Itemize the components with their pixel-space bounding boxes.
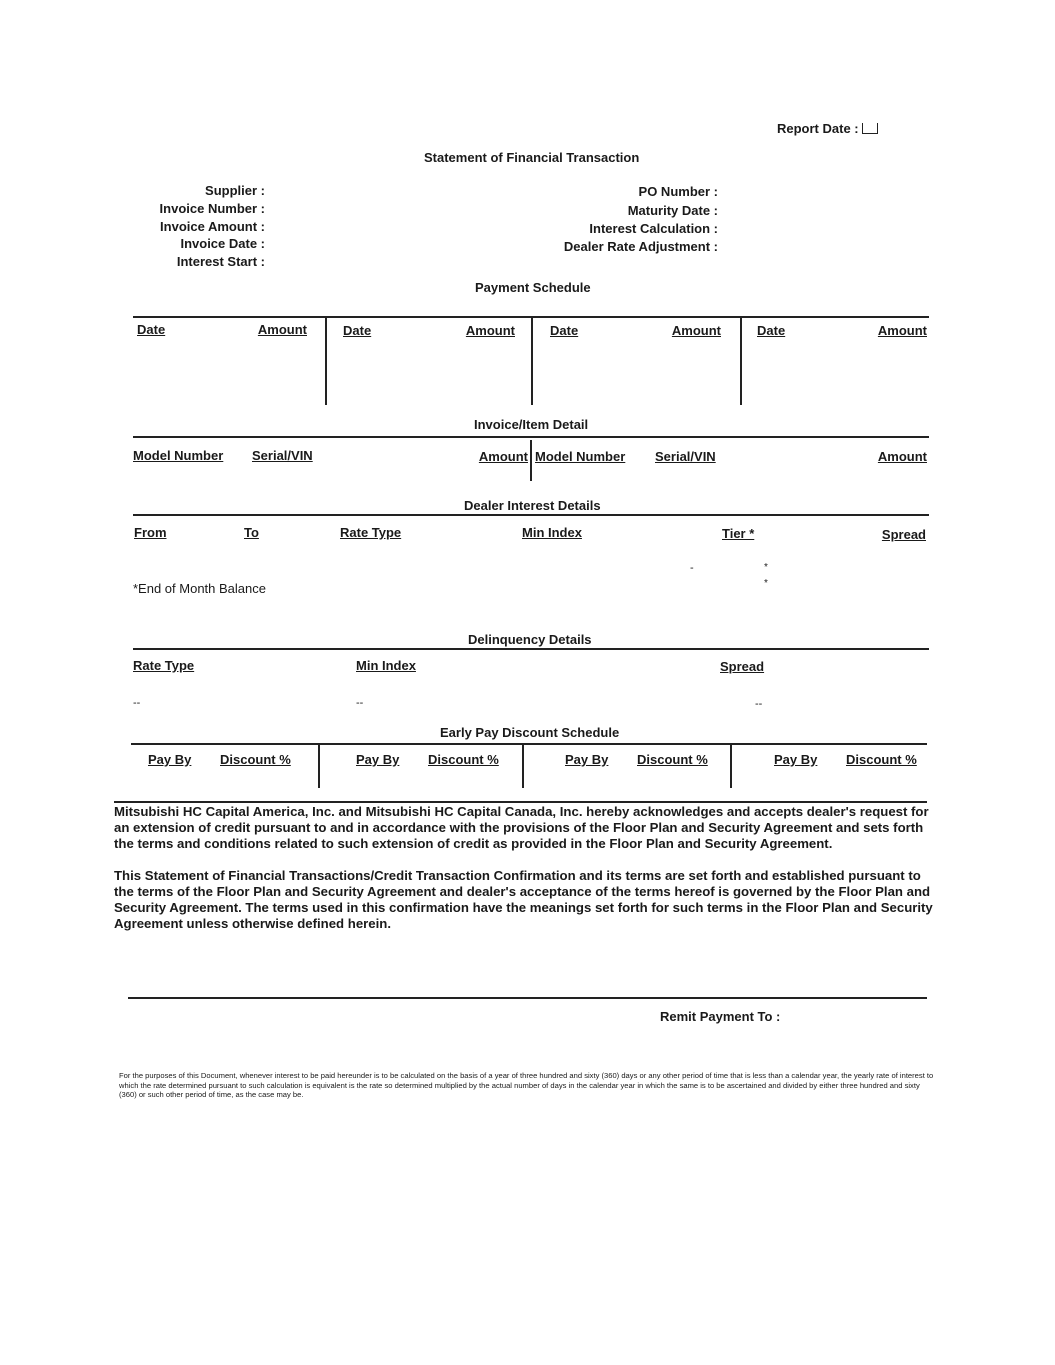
discount-percent-header: Discount % [428,752,499,767]
spread-header: Spread [881,527,926,542]
serial-vin-header: Serial/VIN [252,448,313,463]
early-pay-top-rule [131,743,927,745]
model-number-header: Model Number [535,449,626,464]
tier-header: Tier * [722,526,755,541]
delinquency-spread-value: -- [755,698,763,710]
invoice-amount-header: Amount [478,449,528,464]
invoice-number-label: Invoice Number : [159,201,265,216]
payment-amount-header: Amount [671,323,721,338]
invoice-amount-label: Invoice Amount : [160,219,265,234]
delinquency-rate-type-header: Rate Type [133,658,195,673]
end-of-month-footnote: *End of Month Balance [133,581,266,596]
early-pay-title: Early Pay Discount Schedule [440,725,620,740]
payment-schedule-divider [740,316,742,405]
early-pay-divider [730,745,732,788]
pay-by-header: Pay By [565,752,609,767]
payment-amount-header: Amount [877,323,927,338]
signature-rule [128,997,927,999]
early-pay-divider [522,745,524,788]
model-number-header: Model Number [133,448,224,463]
interest-calculation-fine-print: For the purposes of this Document, whenever interest to be paid hereunder is to be calculated on the basis of a year of three hundred and sixty (360) days or any other period of time that is less than a calendar year, the yearly rate of interest to which the rate determined pursuant to such calculation is equivalent is the rate so determined multiplied by the actual number of days in the calendar year in which the same is to be ascertained and divided by either three hundred and sixty (360) or such other period of time, as the case may be. [119,1071,934,1100]
pay-by-header: Pay By [148,752,192,767]
dealer-interest-title: Dealer Interest Details [464,498,601,513]
rate-type-header: Rate Type [340,525,402,540]
report-date-field[interactable] [862,123,878,134]
delinquency-title: Delinquency Details [468,632,592,647]
invoice-date-label: Invoice Date : [180,236,265,251]
payment-date-header: Date [550,323,579,338]
report-date [777,121,878,136]
delinquency-spread-header: Spread [720,659,765,674]
pay-by-header: Pay By [774,752,818,767]
interest-start-label: Interest Start : [176,254,265,269]
early-pay-bottom-rule [114,801,927,803]
discount-percent-header: Discount % [220,752,291,767]
document-title: Statement of Financial Transaction [424,150,640,165]
payment-date-header: Date [137,322,166,337]
acknowledgement-paragraph: Mitsubishi HC Capital America, Inc. and Mitsubishi HC Capital Canada, Inc. hereby acknowledges and accepts dealer's request for an extension of credit pursuant to and in accordance with the provisions of the Floor Plan and Security Agreement and sets forth the terms and conditions related to such extension of credit as provided in the Floor Plan and Security Agreement. [114,804,929,851]
payment-amount-header: Amount [257,322,307,337]
delinquency-rate-type-value: -- [133,697,141,709]
pay-by-header: Pay By [356,752,400,767]
invoice-detail-title: Invoice/Item Detail [474,417,589,432]
payment-date-header: Date [757,323,786,338]
supplier-label: Supplier : [205,183,265,198]
min-index-header: Min Index [522,525,582,540]
delinquency-top-rule [133,648,929,650]
invoice-detail-divider [530,440,532,481]
payment-amount-header: Amount [465,323,515,338]
tier-mark: * [764,578,768,589]
to-header: To [244,525,259,540]
discount-percent-header: Discount % [637,752,708,767]
payment-schedule-title: Payment Schedule [475,280,591,295]
payment-schedule-divider [531,316,533,405]
delinquency-min-index-value: -- [356,697,364,709]
report-date-label: Report Date : [777,121,859,136]
payment-schedule-divider [325,316,327,405]
dealer-rate-adjustment-label: Dealer Rate Adjustment : [563,239,718,254]
invoice-detail-top-rule [133,436,929,438]
early-pay-divider [318,745,320,788]
serial-vin-header: Serial/VIN [655,449,716,464]
tier-range-dash: - [690,562,694,574]
remit-payment-label: Remit Payment To : [660,1009,781,1024]
dealer-interest-top-rule [133,514,929,516]
interest-calculation-label: Interest Calculation : [589,221,718,236]
maturity-date-label: Maturity Date : [627,203,718,218]
delinquency-min-index-header: Min Index [356,658,416,673]
from-header: From [134,525,167,540]
invoice-amount-header: Amount [877,449,927,464]
payment-date-header: Date [343,323,372,338]
terms-paragraph: This Statement of Financial Transactions/Credit Transaction Confirmation and its terms are set forth and established pursuant to the terms of the Floor Plan and Security Agreement and dealer's acceptance of the terms hereof is governed by the Floor Plan and Security Agreement. The terms used in this confirmation have the meanings set forth for such terms in the Floor Plan and Security Agreement unless otherwise defined herein. [114,868,933,931]
po-number-label: PO Number : [638,184,718,199]
discount-percent-header: Discount % [846,752,917,767]
tier-mark: * [764,562,768,573]
